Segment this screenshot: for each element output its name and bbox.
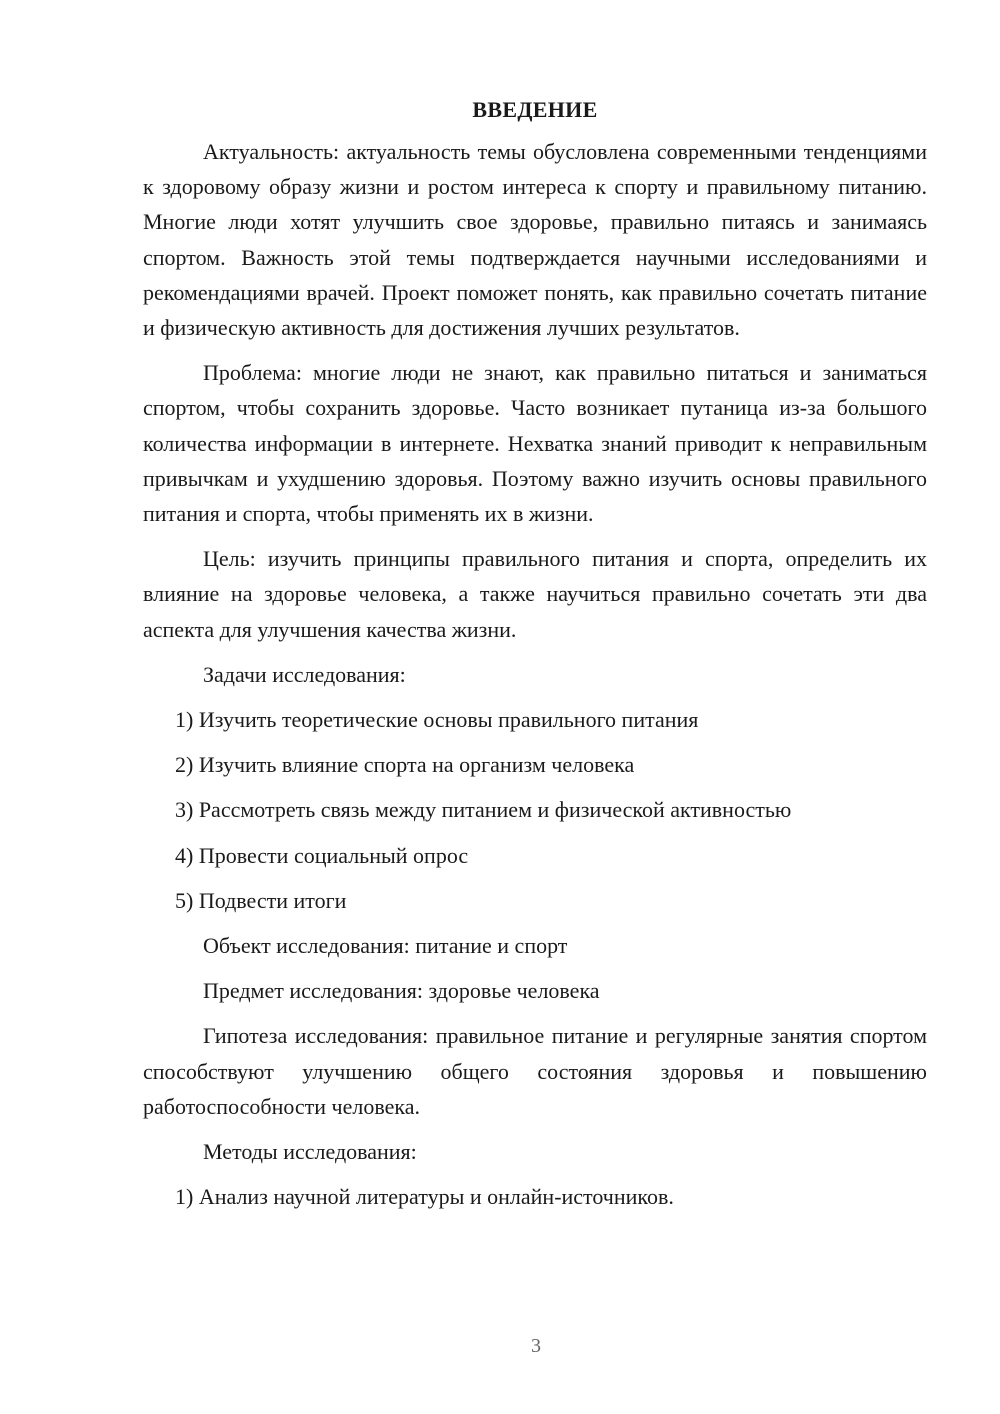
object-line: Объект исследования: питание и спорт: [203, 933, 568, 959]
methods-list: [143, 1179, 927, 1214]
page-number: 3: [531, 1335, 541, 1357]
subject-line: Предмет исследования: здоровье человека: [203, 978, 600, 1004]
methods-heading: Методы исследования:: [203, 1139, 417, 1165]
list-item: 3) Рассмотреть связь между питанием и физической активностью: [175, 797, 792, 823]
page-content: [143, 92, 927, 1224]
tasks-list: [143, 702, 927, 918]
page-title: ВВЕДЕНИЕ: [472, 97, 598, 122]
list-item: 1) Изучить теоретические основы правильного питания: [175, 707, 699, 733]
problem-paragraph: Проблема: многие люди не знают, как правильно питаться и заниматься спортом, чтобы сохранить здоровье. Часто возникает путаница из-за большого количества информации в интернете. Нехватка знаний приводит к неправильным привычкам и ухудшению здоровья. Поэтому важно изучить основы правильного питания и спорта, чтобы применять их в жизни.: [143, 360, 927, 527]
list-item: 4) Провести социальный опрос: [175, 842, 469, 868]
hypothesis-paragraph: Гипотеза исследования: правильное питание и регулярные занятия спортом способствуют улучшению общего состояния здоровья и повышению работоспособности человека.: [143, 1023, 927, 1119]
list-item: 5) Подвести итоги: [175, 887, 347, 913]
goal-paragraph: Цель: изучить принципы правильного питания и спорта, определить их влияние на здоровье человека, а также научиться правильно сочетать эти два аспекта для улучшения качества жизни.: [143, 546, 927, 642]
list-item: 2) Изучить влияние спорта на организм человека: [175, 752, 635, 778]
relevance-paragraph: Актуальность: актуальность темы обусловлена современными тенденциями к здоровому образу жизни и ростом интереса к спорту и правильному питанию. Многие люди хотят улучшить свое здоровье, правильно питаясь и занимаясь спортом. Важность этой темы подтверждается научными исследованиями и рекомендациями врачей. Проект поможет понять, как правильно сочетать питание и физическую активность для достижения лучших результатов.: [143, 139, 927, 341]
tasks-heading: Задачи исследования:: [203, 661, 406, 687]
list-item: 1) Анализ научной литературы и онлайн-источников.: [175, 1184, 674, 1210]
